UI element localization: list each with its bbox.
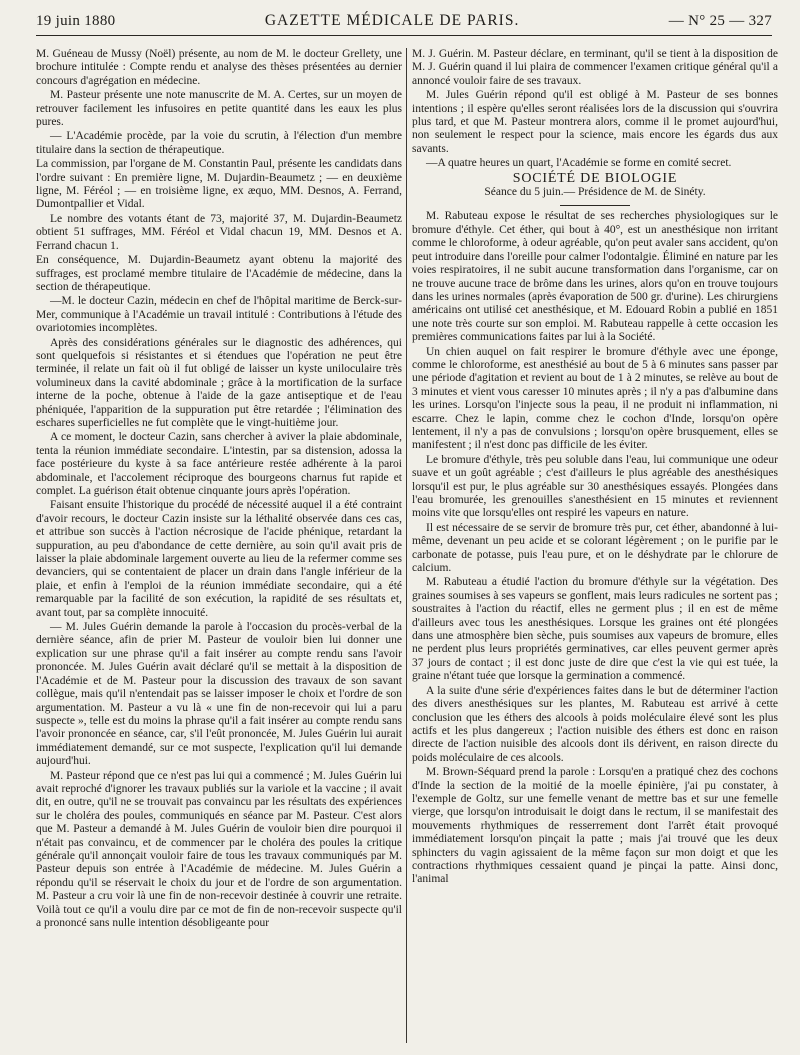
journal-title: GAZETTE MÉDICALE DE PARIS. — [264, 12, 520, 29]
paragraph: A la suite d'une série d'expériences faites dans le but de déterminer l'action des divers anesthésiques sur les plantes, M. Rabuteau est arrivé à cette conclusion que les éthers des alcools à poids moléculaire élevé sont les plus actifs et les plus dangereux ; l'action nuisible des éthers est donc en raison directe de l'action nuisible des alcools dont ils dérivent, en raison directe du poids moléculaire de ces alcools. — [412, 684, 778, 764]
paragraph: —M. le docteur Cazin, médecin en chef de l'hôpital maritime de Berck-sur-Mer, communique à l'Académie un travail intitulé : Contributions à l'étude des ovariotomies incomplètes. — [36, 295, 402, 335]
paragraph: — L'Académie procède, par la voie du scrutin, à l'élection d'un membre titulaire dans la section de thérapeutique. — [36, 130, 402, 156]
paragraph: M. Pasteur répond que ce n'est pas lui qui a commencé ; M. Jules Guérin lui avait reproché d'ignorer les travaux publiés sur la variole et la vaccine ; il avait dit, en outre, qu'il ne se trouvait pas convaincu par les résultats des expériences sur le choléra des poules, communiqués en séance par M. Pasteur. C'est alors que M. Pasteur a demandé à M. Jules Guérin de vouloir bien dire pourquoi il n'était pas convaincu, et de commencer par le choléra des poules la critique générale qu'il annonçait vouloir faire de tous les travaux communiqués par M. Pasteur depuis son entrée à l'Académie de médecine. M. Jules Guérin a répondu qu'il se réservait le choix du jour et de l'ordre de son argumentation. M. Pasteur a cru voir là une fin de non-recevoir destinée à couvrir une retraite. Voilà tout ce qu'il a voulu dire par ce mot de fin de non-recevoir suspecte qu'il a prononcé sans nulle intention désobligeante pour — [36, 769, 402, 929]
right-column — [412, 48, 778, 1048]
paragraph: M. Rabuteau expose le résultat de ses recherches physiologiques sur le bromure d'éthyle. Cet éther, qui bout à 40°, est un anesthésique non irritant comme le chloroforme, à odeur agréable, qu'on peut avaler sans accident, qu'on peut introduire dans l'oreille pour calmer l'odontalgie. Éliminé en nature par les voies respiratoires, il ne subit aucune transformation dans l'organisme, car on ne trouve aucune trace de brôme dans les urines, alors qu'on en trouve toujours dans les urines normales (après évaporation de 500 gr. d'urine). Les chirurgiens américains ont utilisé cet anesthésique, et M. Edouard Robin a publié en 1851 une note très courte sur son emploi. M. Rabuteau rappelle à cette occasion les premières communications faites par lui à la Société. — [412, 210, 778, 344]
paragraph: La commission, par l'organe de M. Constantin Paul, présente les candidats dans l'ordre suivant : En première ligne, M. Dujardin-Beaumetz ; — en deuxième ligne, M. Féréol ; — en troisième ligne, ex æquo, MM. Desnos, A. Ferrand, Dumontpallier et Vidal. — [36, 158, 402, 211]
issue-date: 19 juin 1880 — [36, 13, 116, 29]
issue-page-number: — N° 25 — 327 — [668, 13, 772, 29]
paragraph: A ce moment, le docteur Cazin, sans chercher à aviver la plaie abdominale, tenta la réunion immédiate secondaire. L'intestin, par sa distension, adossa la face postérieure du kyste à sa face antérieure restée adhérente à la paroi abdominale, et l'accolement réciproque des bourgeons charnus fut rapide et complet. La guérison était obtenue cinquante jours après l'opération. — [36, 431, 402, 497]
paragraph: — M. Jules Guérin demande la parole à l'occasion du procès-verbal de la dernière séance, afin de prier M. Pasteur de vouloir bien lui donner une explication sur une phrase qu'il a fait insérer au compte rendu sans l'avoir prononcée. M. Jules Guérin avait déclaré qu'il se mettait à la disposition de l'Académie et de M. Pasteur pour la discussion des travaux de son savant collègue, mais qu'il n'entendait pas se laisser imposer le choix et l'ordre de son argumentation. M. Pasteur a vu là « une fin de non-recevoir qui lui a paru suspecte », telle est du moins la phrase qu'il a fait insérer au compte rendu sans l'avoir prononcée en séance, car, s'il l'eût prononcée, M. Jules Guérin lui aurait immédiatement demandé, sur ce mot suspecte, l'explication qu'il lui demande aujourd'hui. — [36, 621, 402, 768]
paragraph: M. J. Guérin. M. Pasteur déclare, en terminant, qu'il se tient à la disposition de M. J. Guérin quand il lui plaira de commencer l'examen critique général qu'il a annoncé vouloir faire de ses travaux. — [412, 48, 778, 87]
paragraph: —A quatre heures un quart, l'Académie se forme en comité secret. — [426, 157, 732, 170]
left-column — [36, 48, 402, 1048]
section-rule — [560, 205, 630, 206]
paragraph: Il est nécessaire de se servir de bromure très pur, cet éther, abandonné à lui-même, devenant un peu acide et se colorant légèrement ; on le purifie par le carbonate de potasse, puis l'eau pure, et on le déshydrate par le chlorure de calcium. — [412, 521, 778, 575]
paragraph: Faisant ensuite l'historique du procédé de nécessité auquel il a été contraint d'avoir recours, le docteur Cazin insiste sur la léthalité observée dans ces cas, et attribue son succès à l'action nécrosique de l'acide phénique, retardant la suppuration, au peu d'abondance de cette dernière, au soin qu'il avait pris de laisser la plaie abdominale largement ouverte au lieu de la refermer comme ses devanciers, qui se contentaient de placer un drain dans l'angle inférieur de la plaie, et enfin à l'emploi de la réunion immédiate secondaire, qui a été remarquable par la facilité de son exécution, la rapidité de ses résultats et, avant tout, par sa complète innocuité. — [36, 499, 402, 619]
paragraph: Un chien auquel on fait respirer le bromure d'éthyle avec une éponge, comme le chloroforme, est anesthésié au bout de 5 à 6 minutes sans passer par une période d'agitation et revient au bout de 1 à 2 minutes, se relève au bout de 3 minutes et vient vous caresser 10 minutes après ; il n'y a pas d'albumine dans les urines. Lorsqu'on l'injecte sous la peau, il ne produit ni inflammation, ni escarre. Chez le lapin, comme chez le cochon d'Inde, lorsqu'on opère lentement, il n'y a pas de convulsions ; lorsqu'on opère brusquement, elles se manifestent ; il n'est donc pas difficile de les éviter. — [412, 345, 778, 452]
paragraph: M. Pasteur présente une note manuscrite de M. A. Certes, sur un moyen de retrouver facilement les infusoires en petite quantité dans les eaux les plus pures. — [36, 89, 402, 129]
section-heading: SOCIÉTÉ DE BIOLOGIE — [512, 170, 678, 186]
paragraph: M. Jules Guérin répond qu'il est obligé à M. Pasteur de ses bonnes intentions ; il espère qu'elles seront réalisées lors de la discussion qui s'ouvrira plus tard, et que M. Pasteur montrera alors, comme il le promet aujourd'hui, non seulement le respect pour la science, mais encore les égards dus aux savants. — [412, 89, 778, 155]
paragraph: M. Guéneau de Mussy (Noël) présente, au nom de M. le docteur Grellety, une brochure intitulée : Compte rendu et analyse des thèses présentées au dernier concours d'agrégation en médecine. — [36, 48, 402, 87]
paragraph: En conséquence, M. Dujardin-Beaumetz ayant obtenu la majorité des suffrages, est proclamé membre titulaire de l'Académie de médecine, dans la section de thérapeutique. — [36, 254, 402, 293]
paragraph: M. Brown-Séquard prend la parole : Lorsqu'en a pratiqué chez des cochons d'Inde la section de la moitié de la moelle épinière, j'ai pu constater, à l'exemple de Goltz, sur une femelle venant de mettre bas et sur une femelle vierge, que lorsqu'on introduisait le doigt dans le rectum, il se manifestait des mouvements rhythmiques de resserrement dont l'arrêt était provoqué immédiatement lorsqu'on pinçait la patte ; mais j'ai trouvé que les deux sphincters du vagin agissaient de la même façon sur mon doigt et que les contractions rhythmiques cessaient quand je pinçai la patte. Ainsi donc, l'animal — [412, 766, 778, 886]
paragraph: Après des considérations générales sur le diagnostic des adhérences, qui sont quelquefois si résistantes et si étendues que l'opération ne peut être terminée, il relate un fait où il fut obligé de laisser un kyste uniloculaire très volumineux dans la cavité abdominale ; grâce à la mortification de la surface interne de la poche, obtenue à l'aide de la gaze antiseptique et de l'eau phéniquée, l'apparition de la suppuration put être retardée ; l'élimination des eschares superficielles ne fut complète que le vingt-huitième jour. — [36, 336, 402, 429]
header-rule — [36, 35, 772, 36]
section-subtitle: Séance du 5 juin.— Présidence de M. de Sinéty. — [484, 186, 706, 199]
paragraph: Le bromure d'éthyle, très peu soluble dans l'eau, lui communique une odeur suave et un goût agréable ; c'est d'ailleurs le plus agréable des anesthésiques lorsqu'il est pur, le plus agréable sur 30 anesthésiques essayés. Plongées dans l'eau bromurée, les grenouilles s'anesthésient en 15 minutes et reviennent moins vite que lorsqu'elles ont respiré les vapeurs en nature. — [412, 453, 778, 520]
paragraph: Le nombre des votants étant de 73, majorité 37, M. Dujardin-Beaumetz obtient 51 suffrages, MM. Féréol et Vidal chacun 19, MM. Desnos et A. Ferrand chacun 1. — [36, 212, 402, 252]
running-head — [36, 12, 772, 36]
paragraph: M. Rabuteau a étudié l'action du bromure d'éthyle sur la végétation. Des graines soumises à ses vapeurs se gonflent, mais leurs radicules ne sortent pas ; soustraites à l'action du réactif, elles ne germent plus ; il en est de même d'ailleurs avec tous les anesthésiques. Lorsque les graines ont été plongées dans une atmosphère bien sèche, puis soumises aux vapeurs de bromure, elles ne perdent plus leurs propriétés germinatives, car elles peuvent germer après 37 jours de contact ; il est donc juste de dire que c'est la vie qui est tuée, la graine n'étant tuée que lorsque la germination a commencé. — [412, 576, 778, 683]
column-divider — [406, 48, 407, 1043]
